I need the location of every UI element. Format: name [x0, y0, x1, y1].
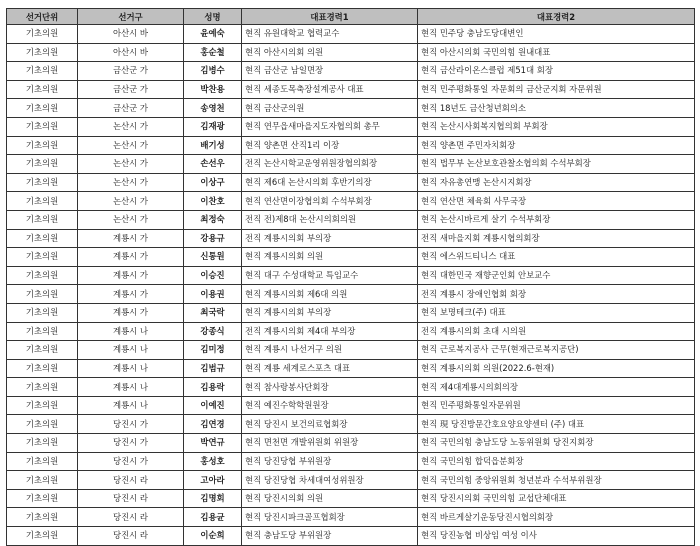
- table-row: [7, 396, 695, 415]
- cell-district: 금산군 가: [78, 99, 184, 118]
- cell-career-1: 현직 예진수학학원원장: [242, 396, 418, 415]
- cell-election-unit: 기초의원: [7, 341, 78, 360]
- table-row: [7, 303, 695, 322]
- cell-district: 계룡시 가: [78, 229, 184, 248]
- cell-district: 아산시 바: [78, 25, 184, 44]
- cell-name: 홍순철: [184, 43, 242, 62]
- cell-career-1: 현직 계룡시의회 제6대 의원: [242, 285, 418, 304]
- cell-election-unit: 기초의원: [7, 99, 78, 118]
- cell-career-2: 현직 민주당 충남도당대변인: [418, 25, 695, 44]
- cell-career-2: 전직 새마을지회 계룡시협의회장: [418, 229, 695, 248]
- table-row: [7, 434, 695, 453]
- cell-district: 논산시 가: [78, 117, 184, 136]
- table-row: [7, 99, 695, 118]
- cell-career-1: 전직 계룡시의회 부의장: [242, 229, 418, 248]
- cell-election-unit: 기초의원: [7, 229, 78, 248]
- cell-career-1: 현직 금산군의원: [242, 99, 418, 118]
- table-body: [7, 25, 695, 546]
- cell-career-1: 현직 제6대 논산시의회 후반기의장: [242, 173, 418, 192]
- cell-election-unit: 기초의원: [7, 396, 78, 415]
- cell-career-1: 현직 세종도목축장설계공사 대표: [242, 80, 418, 99]
- table-row: [7, 341, 695, 360]
- cell-district: 계룡시 나: [78, 378, 184, 397]
- cell-election-unit: 기초의원: [7, 173, 78, 192]
- cell-election-unit: 기초의원: [7, 489, 78, 508]
- cell-name: 강종식: [184, 322, 242, 341]
- cell-name: 강용규: [184, 229, 242, 248]
- cell-name: 이순희: [184, 527, 242, 546]
- cell-name: 박연규: [184, 434, 242, 453]
- cell-career-2: 현직 국민의힘 합덕읍분회장: [418, 452, 695, 471]
- cell-career-2: 현직 에스위드티니스 대표: [418, 248, 695, 267]
- cell-name: 김병수: [184, 62, 242, 81]
- cell-election-unit: 기초의원: [7, 62, 78, 81]
- cell-name: 이상구: [184, 173, 242, 192]
- table-row: [7, 62, 695, 81]
- cell-career-2: 현직 논산시바르게 살기 수석부회장: [418, 210, 695, 229]
- cell-district: 논산시 가: [78, 192, 184, 211]
- cell-district: 계룡시 가: [78, 266, 184, 285]
- cell-election-unit: 기초의원: [7, 322, 78, 341]
- cell-career-1: 현직 당진당협 부위원장: [242, 452, 418, 471]
- cell-career-2: 현직 국민의힘 충남도당 노동위원회 당진지회장: [418, 434, 695, 453]
- cell-career-1: 현직 면천면 개발위원회 위원장: [242, 434, 418, 453]
- cell-career-1: 현직 유원대학교 협력교수: [242, 25, 418, 44]
- cell-career-1: 현직 연무읍새마을지도자협의회 총무: [242, 117, 418, 136]
- table-row: [7, 359, 695, 378]
- cell-district: 계룡시 가: [78, 285, 184, 304]
- cell-career-2: 현직 당진농협 비상임 여성 이사: [418, 527, 695, 546]
- cell-name: 이찬호: [184, 192, 242, 211]
- header-career-2: 대표경력2: [418, 9, 695, 25]
- cell-career-1: 현직 계룡시의회 의원: [242, 248, 418, 267]
- cell-career-2: 현직 법무부 논산보호관찰소협의회 수석부회장: [418, 155, 695, 174]
- cell-district: 당진시 라: [78, 508, 184, 527]
- cell-career-1: 전직 전)제8대 논산시의회의원: [242, 210, 418, 229]
- cell-election-unit: 기초의원: [7, 43, 78, 62]
- cell-district: 당진시 가: [78, 415, 184, 434]
- cell-district: 당진시 라: [78, 527, 184, 546]
- cell-career-1: 현직 충남도당 부위원장: [242, 527, 418, 546]
- cell-career-1: 현직 계룡 세계로스포츠 대표: [242, 359, 418, 378]
- cell-name: 김명회: [184, 489, 242, 508]
- cell-district: 금산군 가: [78, 80, 184, 99]
- cell-career-2: 현직 민주평화통일자문위원: [418, 396, 695, 415]
- cell-career-1: 현직 양촌면 산직1리 이장: [242, 136, 418, 155]
- cell-election-unit: 기초의원: [7, 303, 78, 322]
- cell-district: 당진시 가: [78, 434, 184, 453]
- cell-career-2: 현직 민주평화통일 자문회의 금산군지회 자문위원: [418, 80, 695, 99]
- cell-name: 손선우: [184, 155, 242, 174]
- cell-election-unit: 기초의원: [7, 117, 78, 136]
- table-row: [7, 248, 695, 267]
- cell-career-2: 현직 아산시의회 국민의힘 원내대표: [418, 43, 695, 62]
- cell-career-2: 전직 계룡시의회 초대 시의원: [418, 322, 695, 341]
- cell-election-unit: 기초의원: [7, 155, 78, 174]
- cell-name: 최정숙: [184, 210, 242, 229]
- cell-career-1: 현직 대구 수성대학교 특임교수: [242, 266, 418, 285]
- cell-election-unit: 기초의원: [7, 25, 78, 44]
- table-row: [7, 527, 695, 546]
- cell-election-unit: 기초의원: [7, 192, 78, 211]
- cell-career-1: 전직 논산시학교운영위원장협의회장: [242, 155, 418, 174]
- cell-name: 고아라: [184, 471, 242, 490]
- cell-career-1: 전직 계룡시의회 제4대 부의장: [242, 322, 418, 341]
- cell-district: 계룡시 가: [78, 248, 184, 267]
- cell-district: 논산시 가: [78, 155, 184, 174]
- cell-career-1: 현직 당진당협 차세대여성위원장: [242, 471, 418, 490]
- cell-career-1: 현직 계룡시 나선거구 의원: [242, 341, 418, 360]
- cell-district: 논산시 가: [78, 173, 184, 192]
- cell-career-2: 현직 논산시사회복지협의회 부회장: [418, 117, 695, 136]
- table-row: [7, 229, 695, 248]
- table-row: [7, 117, 695, 136]
- cell-name: 김용균: [184, 508, 242, 527]
- table-row: [7, 471, 695, 490]
- cell-election-unit: 기초의원: [7, 80, 78, 99]
- cell-name: 김미정: [184, 341, 242, 360]
- cell-district: 계룡시 나: [78, 341, 184, 360]
- header-district: 선거구: [78, 9, 184, 25]
- cell-name: 신통원: [184, 248, 242, 267]
- cell-career-2: 현직 국민의힘 중앙위원회 청년분과 수석부위원장: [418, 471, 695, 490]
- table-row: [7, 80, 695, 99]
- cell-name: 김연경: [184, 415, 242, 434]
- table-row: [7, 266, 695, 285]
- cell-election-unit: 기초의원: [7, 136, 78, 155]
- cell-district: 논산시 가: [78, 210, 184, 229]
- table-row: [7, 285, 695, 304]
- cell-district: 계룡시 가: [78, 303, 184, 322]
- cell-career-2: 현직 금산라이온스클럽 제51대 회장: [418, 62, 695, 81]
- table-row: [7, 173, 695, 192]
- cell-career-1: 현직 당진시 보건의료협회장: [242, 415, 418, 434]
- cell-name: 박찬용: [184, 80, 242, 99]
- cell-name: 윤예숙: [184, 25, 242, 44]
- cell-election-unit: 기초의원: [7, 359, 78, 378]
- cell-district: 당진시 가: [78, 452, 184, 471]
- cell-election-unit: 기초의원: [7, 210, 78, 229]
- table-row: [7, 25, 695, 44]
- cell-career-2: 현직 제4대계룡시의회의장: [418, 378, 695, 397]
- cell-district: 계룡시 나: [78, 359, 184, 378]
- cell-district: 금산군 가: [78, 62, 184, 81]
- table-row: [7, 322, 695, 341]
- cell-name: 김범규: [184, 359, 242, 378]
- table-row: [7, 489, 695, 508]
- cell-election-unit: 기초의원: [7, 415, 78, 434]
- cell-election-unit: 기초의원: [7, 378, 78, 397]
- cell-career-2: 현직 대한민국 재향군인회 안보교수: [418, 266, 695, 285]
- cell-election-unit: 기초의원: [7, 248, 78, 267]
- cell-name: 김용락: [184, 378, 242, 397]
- table-row: [7, 415, 695, 434]
- cell-name: 최국락: [184, 303, 242, 322]
- cell-career-1: 현직 연산면이장협의회 수석부회장: [242, 192, 418, 211]
- table-row: [7, 508, 695, 527]
- cell-career-2: 현직 계룡시의회 의원(2022.6-현재): [418, 359, 695, 378]
- header-name: 성명: [184, 9, 242, 25]
- candidate-table: [6, 8, 695, 546]
- cell-career-2: 현직 바르게살기운동당진시협의회장: [418, 508, 695, 527]
- cell-district: 계룡시 나: [78, 396, 184, 415]
- cell-district: 당진시 라: [78, 471, 184, 490]
- cell-district: 계룡시 나: [78, 322, 184, 341]
- cell-career-2: 전직 계룡시 장애인협회 회장: [418, 285, 695, 304]
- table-row: [7, 378, 695, 397]
- cell-district: 당진시 라: [78, 489, 184, 508]
- table-row: [7, 452, 695, 471]
- table-row: [7, 136, 695, 155]
- cell-career-1: 현직 아산시의회 의원: [242, 43, 418, 62]
- cell-career-1: 현직 당진시의회 의원: [242, 489, 418, 508]
- cell-name: 홍성호: [184, 452, 242, 471]
- cell-career-2: 현직 당진시의회 국민의힘 교섭단체대표: [418, 489, 695, 508]
- cell-career-2: 현직 보명테크(주) 대표: [418, 303, 695, 322]
- table-header: [7, 9, 695, 25]
- cell-career-1: 현직 당진시파크골프협회장: [242, 508, 418, 527]
- cell-career-2: 현직 자유총연맹 논산시지회장: [418, 173, 695, 192]
- cell-career-2: 현직 양촌면 주민자치회장: [418, 136, 695, 155]
- cell-name: 송영천: [184, 99, 242, 118]
- table-row: [7, 43, 695, 62]
- cell-career-2: 현직 연산면 체육회 사무국장: [418, 192, 695, 211]
- cell-name: 김재광: [184, 117, 242, 136]
- header-election-unit: 선거단위: [7, 9, 78, 25]
- cell-career-2: 현직 現 당진방문간호요양요양센터 (주) 대표: [418, 415, 695, 434]
- cell-name: 이용권: [184, 285, 242, 304]
- cell-career-1: 현직 금산군 남일면장: [242, 62, 418, 81]
- cell-career-2: 현직 근로복지공사 근무(현재근로복지공단): [418, 341, 695, 360]
- cell-election-unit: 기초의원: [7, 471, 78, 490]
- cell-election-unit: 기초의원: [7, 527, 78, 546]
- cell-career-1: 현직 참사랑봉사단회장: [242, 378, 418, 397]
- cell-career-2: 현직 18년도 금산청년회의소: [418, 99, 695, 118]
- table-row: [7, 210, 695, 229]
- cell-election-unit: 기초의원: [7, 285, 78, 304]
- cell-district: 아산시 바: [78, 43, 184, 62]
- header-career-1: 대표경력1: [242, 9, 418, 25]
- cell-name: 이승진: [184, 266, 242, 285]
- cell-career-1: 현직 계룡시의회 부의장: [242, 303, 418, 322]
- cell-election-unit: 기초의원: [7, 508, 78, 527]
- table-row: [7, 192, 695, 211]
- cell-election-unit: 기초의원: [7, 434, 78, 453]
- cell-name: 배기성: [184, 136, 242, 155]
- cell-district: 논산시 가: [78, 136, 184, 155]
- table-row: [7, 155, 695, 174]
- cell-election-unit: 기초의원: [7, 452, 78, 471]
- cell-election-unit: 기초의원: [7, 266, 78, 285]
- cell-name: 이예진: [184, 396, 242, 415]
